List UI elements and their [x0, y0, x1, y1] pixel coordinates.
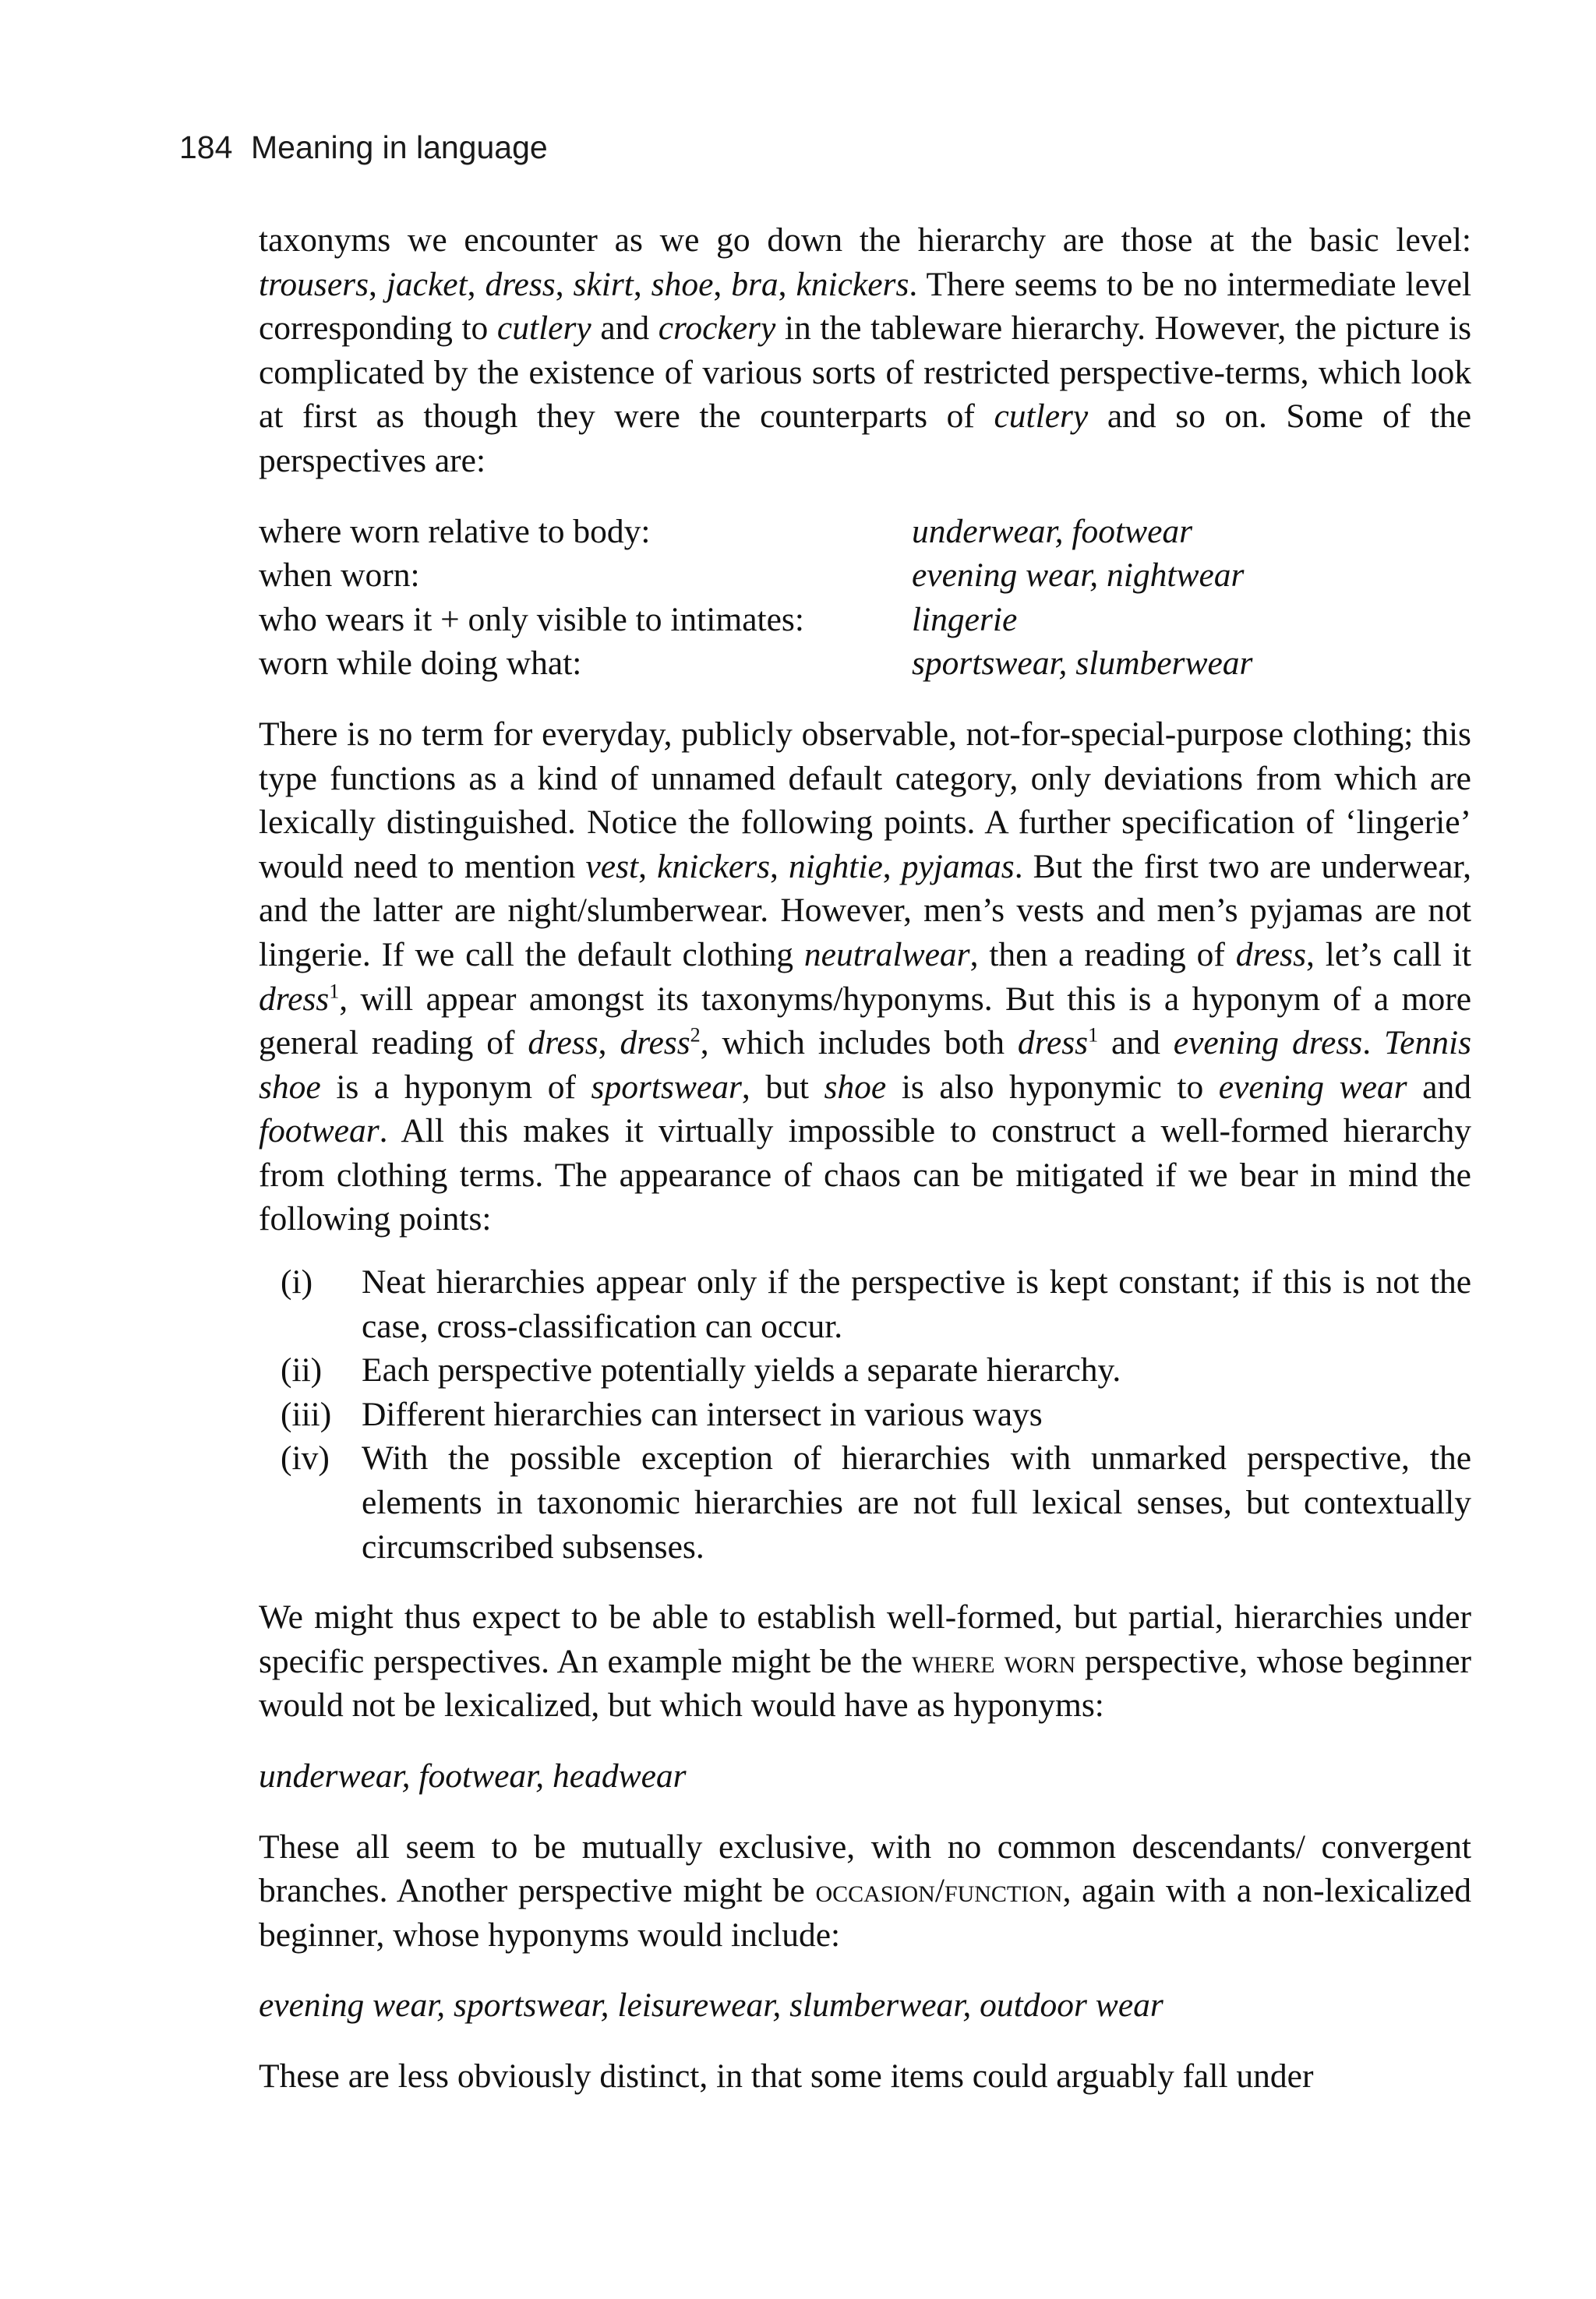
- perspective-row: worn while doing what: sportswear, slumberwear: [259, 644, 1253, 683]
- perspective-row: when worn: evening wear, nightwear: [259, 556, 1245, 595]
- paragraph-1: taxonyms we encounter as we go down the hierarchy are those at the basic level: trousers, jacket, dress, skirt, shoe, bra, knickers. There seems to be no intermediate level corresponding to cutlery and crockery in the tableware hierarchy. However, the picture is complicated by the existence of various sorts of restricted perspective-terms, which look at first as though they were the counterparts of cutlery and so on. Some of the perspectives are:: [259, 221, 1472, 479]
- perspectives-table: [259, 510, 1252, 686]
- list-item: (i) Neat hierarchies appear only if the perspective is kept constant; if this is not the case, cross-classification can occur.: [281, 1263, 1471, 1345]
- list-item: (ii) Each perspective potentially yields a separate hierarchy.: [281, 1351, 1121, 1390]
- points-list: [259, 1260, 1471, 1569]
- body-text: [259, 218, 1471, 2099]
- running-title: Meaning in language: [251, 129, 548, 165]
- running-head: [179, 129, 548, 166]
- page-number: 184: [179, 129, 233, 165]
- list-item: (iii) Different hierarchies can intersect in various ways: [281, 1395, 1043, 1433]
- occasion-hyponyms: evening wear, sportswear, leisurewear, slumberwear, outdoor wear: [259, 1986, 1163, 2025]
- paragraph-3: We might thus expect to be able to establish well-formed, but partial, hierarchies under specific perspectives. An example might be the where worn perspective, whose beginner would not be lexicalized, but which would have as hyponyms:: [259, 1598, 1471, 1725]
- paragraph-2: There is no term for everyday, publicly observable, not-for-special-purpose clothing; this type functions as a kind of unnamed default category, only deviations from which are lexically distinguished. Notice the following points. A further specification of ‘lingerie’ would need to mention vest, knickers, nightie, pyjamas. But the first two are underwear, and the latter are night/slumberwear. However, men’s vests and men’s pyjamas are not lingerie. If we call the default clothing neutralwear, then a reading of dress, let’s call it dress$^1$, will appear amongst its taxonyms/hyponyms. But this is a hyponym of a more general reading of dress, dress$^2$, which includes both dress$^1$ and evening dress. Tennis shoe is a hyponym of sportswear, but shoe is also hyponymic to evening wear and footwear. All this makes it virtually impossible to construct a well-formed hierarchy from clothing terms. The appearance of chaos can be mitigated if we bear in mind the following points:: [259, 715, 1472, 1238]
- perspective-row: who wears it + only visible to intimates: lingerie: [259, 600, 1018, 638]
- where-worn-hyponyms: underwear, footwear, headwear: [259, 1757, 687, 1795]
- paragraph-5: These are less obviously distinct, in that some items could arguably fall under: [259, 2057, 1314, 2095]
- list-item: (iv) With the possible exception of hierarchies with unmarked perspective, the elements in taxonomic hierarchies are not full lexical senses, but contextually circumscribed subsenses.: [281, 1439, 1471, 1566]
- perspective-row: where worn relative to body: underwear, footwear: [259, 512, 1193, 550]
- paragraph-4: These all seem to be mutually exclusive, with no common descendants/ convergent branches. Another perspective might be occasion/function, again with a non-lexicalized beginner, whose hyponyms would include:: [259, 1828, 1472, 1954]
